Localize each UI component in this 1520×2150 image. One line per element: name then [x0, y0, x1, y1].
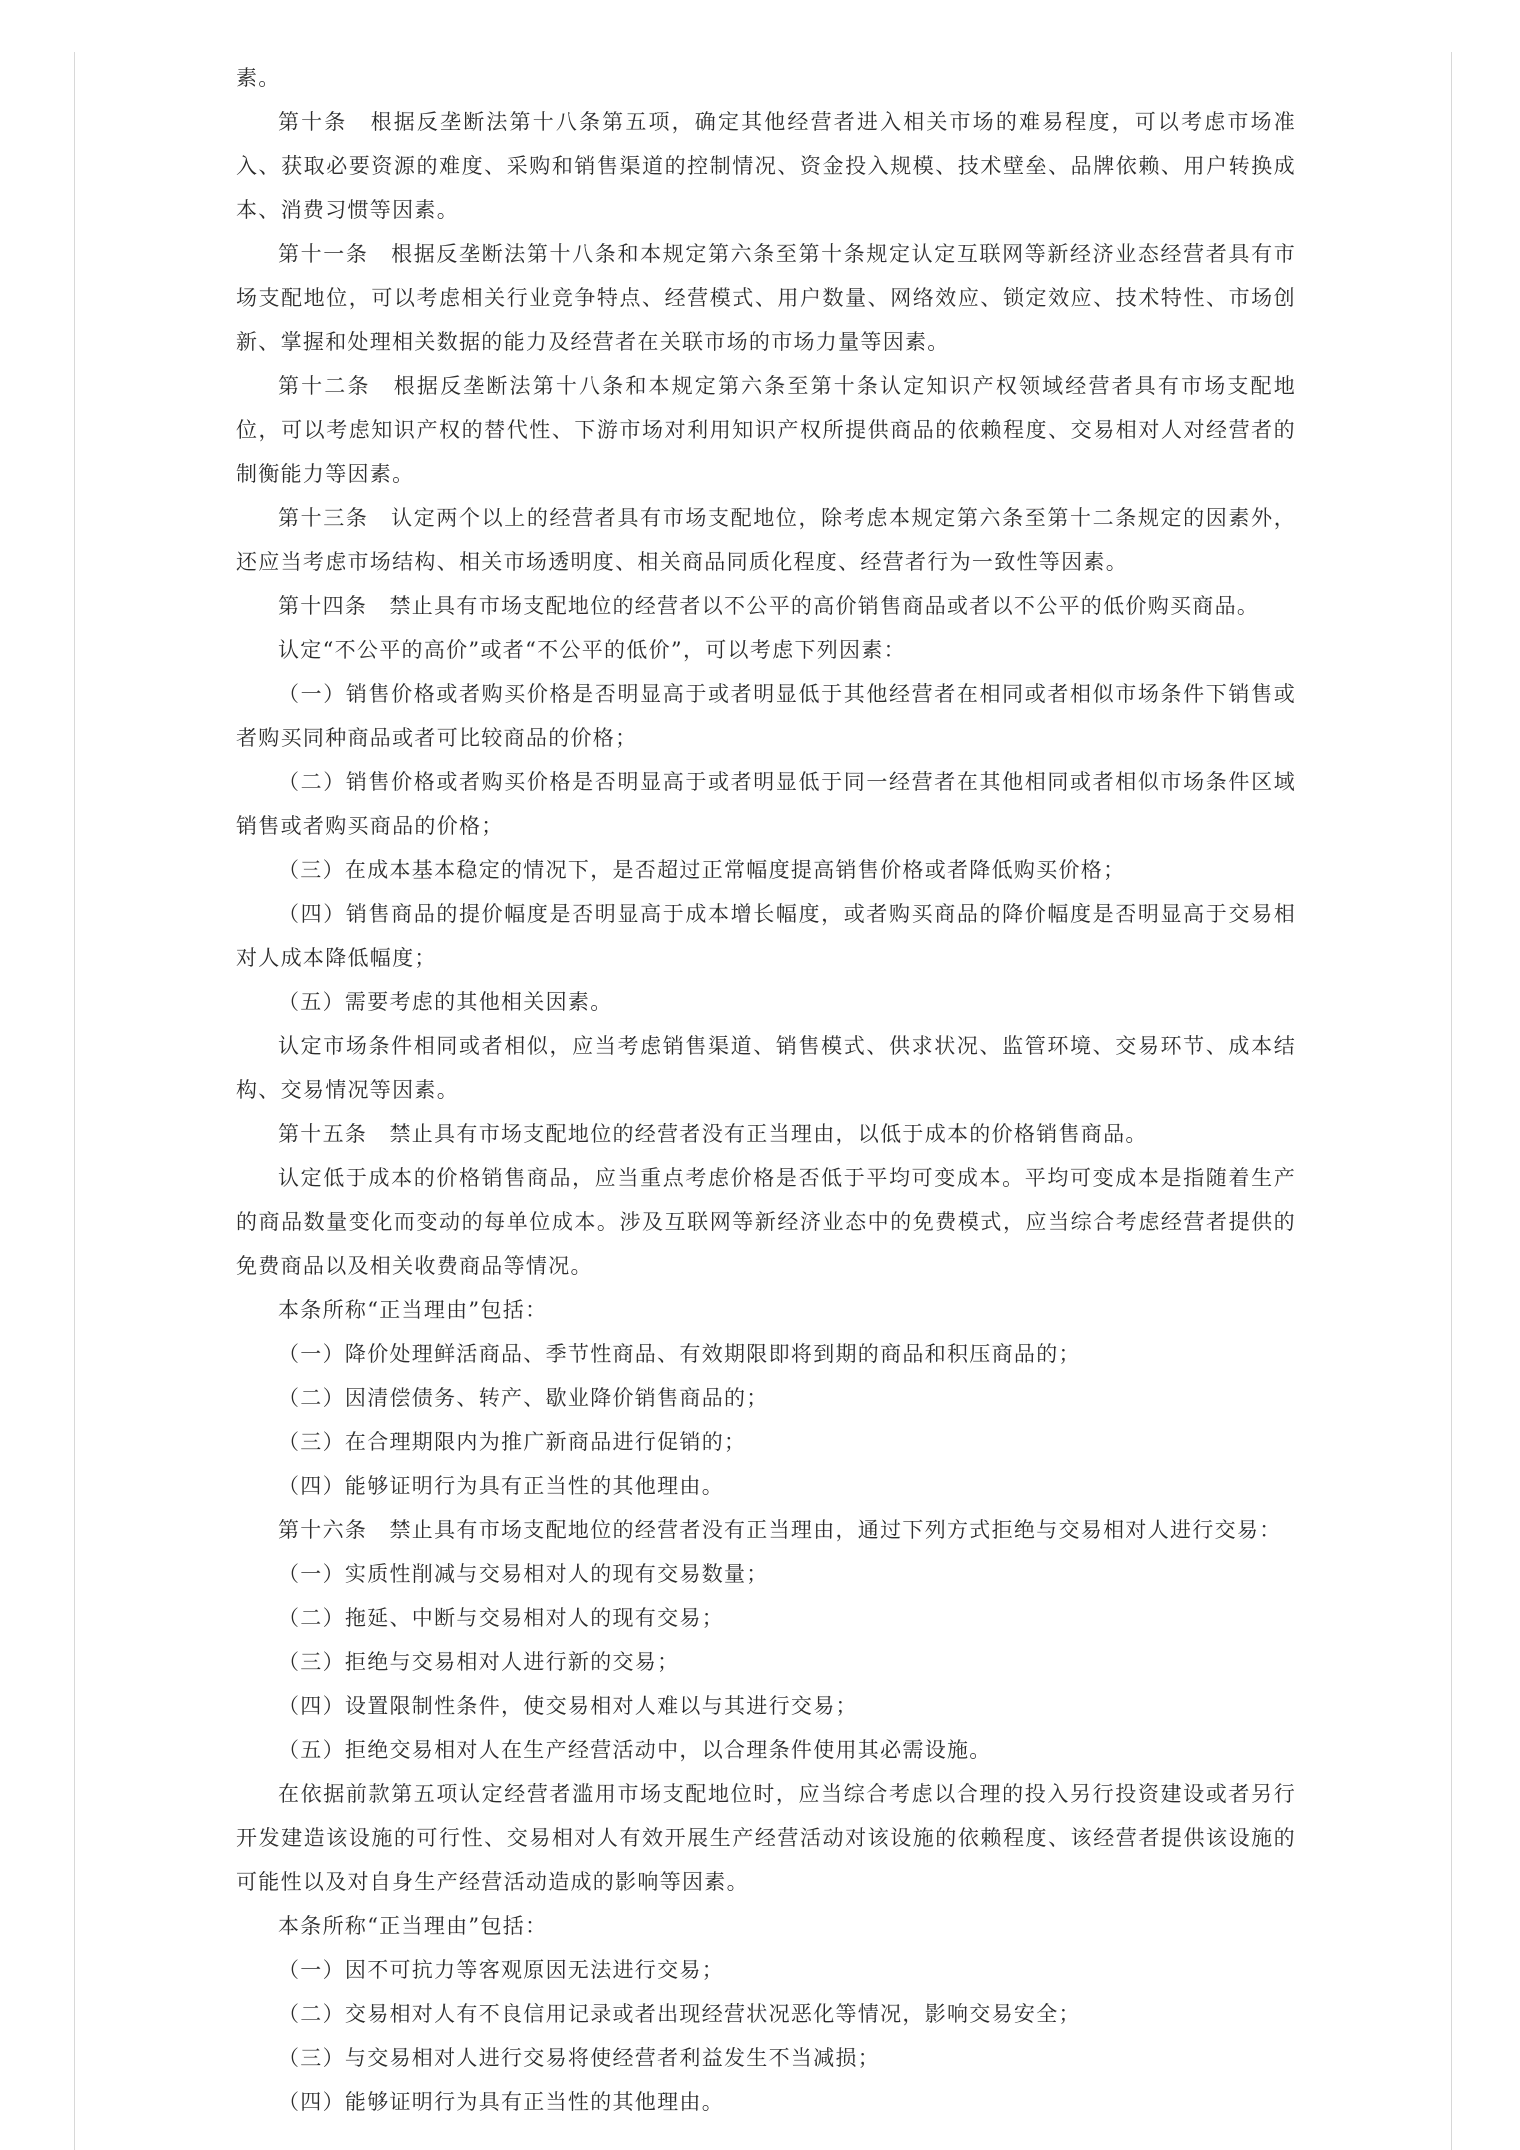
paragraph: 认定“不公平的高价”或者“不公平的低价”，可以考虑下列因素： — [278, 638, 906, 662]
paragraph: （五）拒绝交易相对人在生产经营活动中，以合理条件使用其必需设施。 — [278, 1738, 992, 1762]
paragraph: （二）因清偿债务、转产、歇业降价销售商品的； — [278, 1386, 769, 1410]
paragraph: 第十一条 根据反垄断法第十八条和本规定第六条至第十条规定认定互联网等新经济业态经营者具有市场支配地位，可以考虑相关行业竞争特点、经营模式、用户数量、网络效应、锁定效应、技术特性、市场创新、掌握和处理相关数据的能力及经营者在关联市场的市场力量等因素。 — [236, 242, 1296, 354]
paragraph: （三）在合理期限内为推广新商品进行促销的； — [278, 1430, 747, 1454]
paragraph: （一）降价处理鲜活商品、季节性商品、有效期限即将到期的商品和积压商品的； — [278, 1342, 1081, 1366]
paragraph: 本条所称“正当理由”包括： — [278, 1914, 548, 1938]
paragraph: 第十条 根据反垄断法第十八条第五项，确定其他经营者进入相关市场的难易程度，可以考虑市场准入、获取必要资源的难度、采购和销售渠道的控制情况、资金投入规模、技术壁垒、品牌依赖、用户转换成本、消费习惯等因素。 — [236, 110, 1296, 222]
paragraph: （二）拖延、中断与交易相对人的现有交易； — [278, 1606, 724, 1630]
paragraph: 第十三条 认定两个以上的经营者具有市场支配地位，除考虑本规定第六条至第十二条规定的因素外，还应当考虑市场结构、相关市场透明度、相关商品同质化程度、经营者行为一致性等因素。 — [236, 506, 1296, 574]
paragraph: （三）在成本基本稳定的情况下，是否超过正常幅度提高销售价格或者降低购买价格； — [278, 858, 1126, 882]
paragraph: （五）需要考虑的其他相关因素。 — [278, 990, 613, 1014]
document-body — [236, 56, 1296, 2124]
paragraph: （三）与交易相对人进行交易将使经营者利益发生不当减损； — [278, 2046, 881, 2070]
paragraph: 本条所称“正当理由”包括： — [278, 1298, 548, 1322]
paragraph: （三）拒绝与交易相对人进行新的交易； — [278, 1650, 680, 1674]
paragraph: （一）因不可抗力等客观原因无法进行交易； — [278, 1958, 724, 1982]
paragraph: 在依据前款第五项认定经营者滥用市场支配地位时，应当综合考虑以合理的投入另行投资建设或者另行开发建造该设施的可行性、交易相对人有效开展生产经营活动对该设施的依赖程度、该经营者提供该设施的可能性以及对自身生产经营活动造成的影响等因素。 — [236, 1782, 1296, 1894]
paragraph: 第十四条 禁止具有市场支配地位的经营者以不公平的高价销售商品或者以不公平的低价购买商品。 — [278, 594, 1260, 618]
paragraph: 第十二条 根据反垄断法第十八条和本规定第六条至第十条认定知识产权领域经营者具有市场支配地位，可以考虑知识产权的替代性、下游市场对利用知识产权所提供商品的依赖程度、交易相对人对经营者的制衡能力等因素。 — [236, 374, 1296, 486]
paragraph: 第十六条 禁止具有市场支配地位的经营者没有正当理由，通过下列方式拒绝与交易相对人进行交易： — [278, 1518, 1282, 1542]
paragraph: 第十五条 禁止具有市场支配地位的经营者没有正当理由，以低于成本的价格销售商品。 — [278, 1122, 1148, 1146]
paragraph: （一）销售价格或者购买价格是否明显高于或者明显低于其他经营者在相同或者相似市场条件下销售或者购买同种商品或者可比较商品的价格； — [236, 682, 1296, 750]
paragraph: （二）交易相对人有不良信用记录或者出现经营状况恶化等情况，影响交易安全； — [278, 2002, 1081, 2026]
paragraph: （四）能够证明行为具有正当性的其他理由。 — [278, 1474, 724, 1498]
paragraph: （二）销售价格或者购买价格是否明显高于或者明显低于同一经营者在其他相同或者相似市场条件区域销售或者购买商品的价格； — [236, 770, 1296, 838]
paragraph: 认定市场条件相同或者相似，应当考虑销售渠道、销售模式、供求状况、监管环境、交易环节、成本结构、交易情况等因素。 — [236, 1034, 1296, 1102]
paragraph: （四）能够证明行为具有正当性的其他理由。 — [278, 2090, 724, 2114]
paragraph: （一）实质性削减与交易相对人的现有交易数量； — [278, 1562, 769, 1586]
paragraph: 素。 — [236, 66, 281, 90]
paragraph: （四）销售商品的提价幅度是否明显高于成本增长幅度，或者购买商品的降价幅度是否明显高于交易相对人成本降低幅度； — [236, 902, 1296, 970]
paragraph: 认定低于成本的价格销售商品，应当重点考虑价格是否低于平均可变成本。平均可变成本是指随着生产的商品数量变化而变动的每单位成本。涉及互联网等新经济业态中的免费模式，应当综合考虑经营者提供的免费商品以及相关收费商品等情况。 — [236, 1166, 1296, 1278]
paragraph: （四）设置限制性条件，使交易相对人难以与其进行交易； — [278, 1694, 858, 1718]
